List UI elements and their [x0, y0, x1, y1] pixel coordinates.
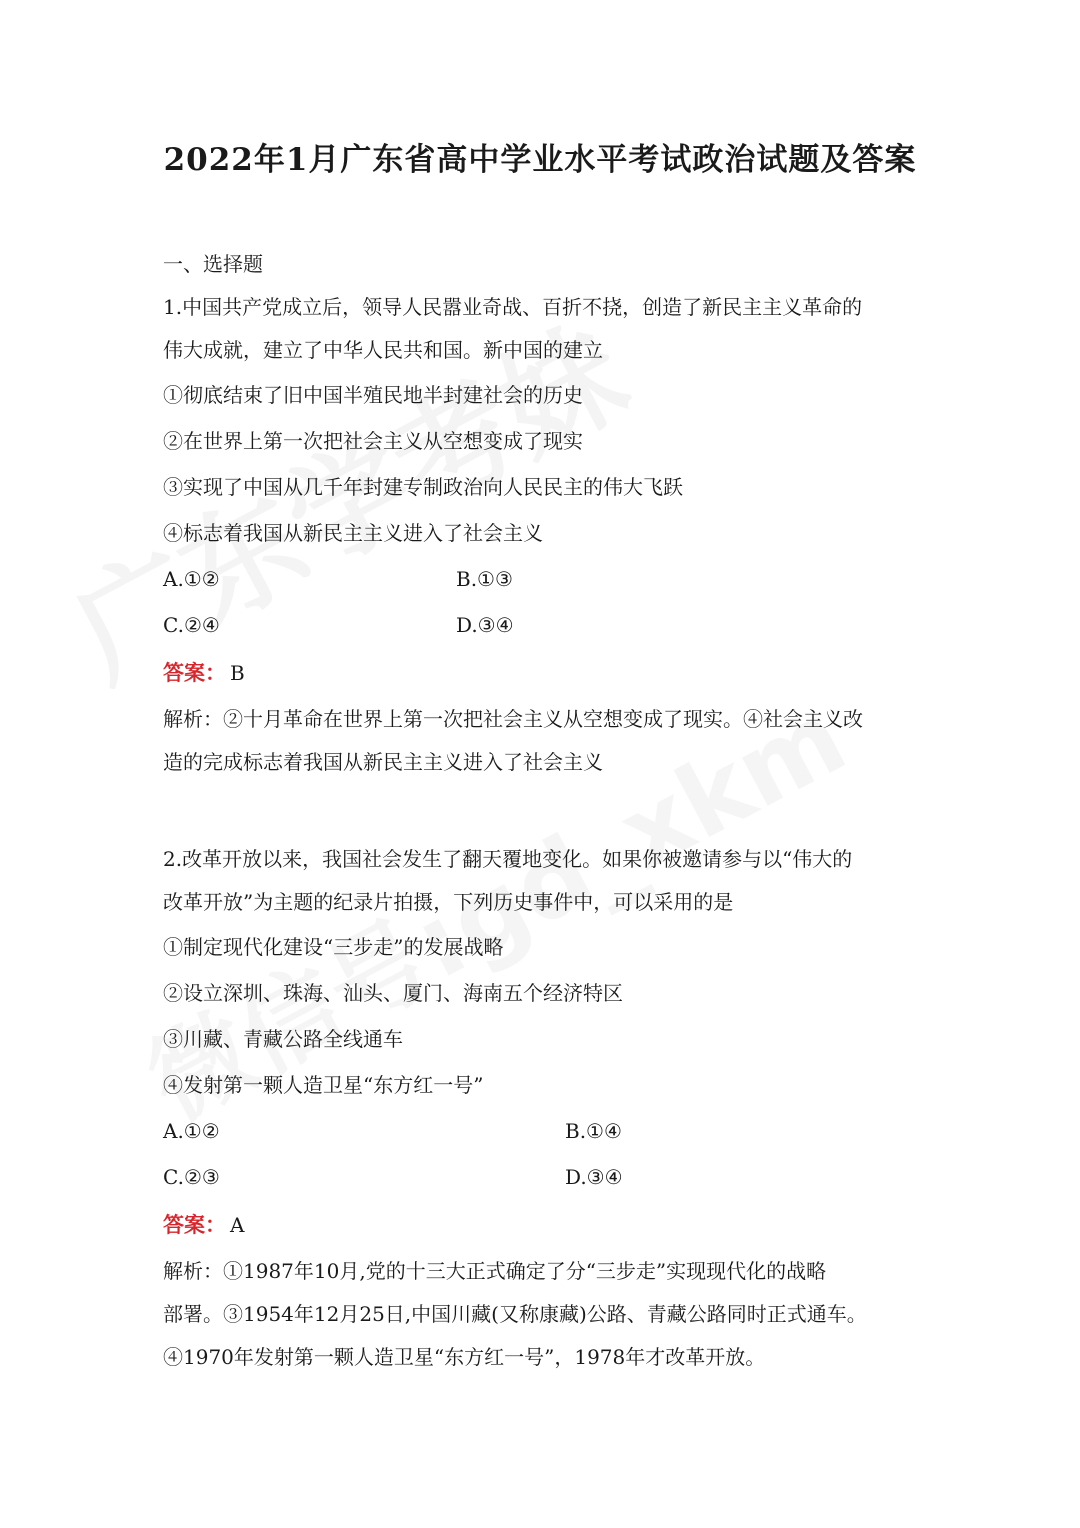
question-1-analysis-line-1: 解析：②十月革命在世界上第一次把社会主义从空想变成了现实。④社会主义改: [163, 707, 863, 731]
question-1-analysis-line-2: 造的完成标志着我国从新民主主义进入了社会主义: [163, 750, 603, 774]
question-2: [163, 838, 923, 1379]
question-2-item-2: ②设立深圳、珠海、汕头、厦门、海南五个经济特区: [163, 981, 623, 1005]
question-2-item-4: ④发射第一颗人造卫星“东方红一号”: [163, 1073, 484, 1097]
question-1-options-row-2: [163, 602, 923, 648]
question-2-answer: [163, 1200, 923, 1250]
answer-label: 答案: [163, 1212, 205, 1237]
question-2-item-3: ③川藏、青藏公路全线通车: [163, 1027, 403, 1051]
question-1-item-3: ③实现了中国从几千年封建专制政治向人民民主的伟大飞跃: [163, 475, 683, 499]
question-1-answer: [163, 648, 923, 698]
question-2-option-a: A.①②: [163, 1119, 220, 1143]
question-2-analysis-line-1: 解析：①1987年10月,党的十三大正式确定了分“三步走”实现现代化的战略: [163, 1259, 827, 1283]
question-1-item-2: ②在世界上第一次把社会主义从空想变成了现实: [163, 429, 583, 453]
question-2-option-b: B.①④: [565, 1119, 622, 1143]
question-2-options-row-2: [163, 1154, 923, 1200]
question-1-option-c: C.②④: [163, 613, 220, 637]
answer-label: 答案: [163, 660, 205, 685]
question-2-option-c: C.②③: [163, 1165, 220, 1189]
answer-separator: ：: [205, 1212, 226, 1237]
answer-value: B: [230, 661, 245, 685]
question-1-option-b: B.①③: [456, 567, 513, 591]
question-2-options-row-1: [163, 1108, 923, 1154]
answer-separator: ：: [205, 660, 226, 685]
question-1: [163, 286, 923, 784]
question-2-analysis-line-3: ④1970年发射第一颗人造卫星“东方红一号”，1978年才改革开放。: [163, 1345, 766, 1369]
document-title: 2022年1月广东省高中学业水平考试政治试题及答案: [163, 142, 917, 178]
question-2-stem-line-2: 改革开放”为主题的纪录片拍摄，下列历史事件中，可以采用的是: [163, 890, 734, 914]
answer-value: A: [230, 1213, 245, 1237]
question-2-stem-line-1: 2.改革开放以来，我国社会发生了翻天覆地变化。如果你被邀请参与以“伟大的: [163, 847, 853, 871]
question-1-option-d: D.③④: [456, 613, 514, 637]
section-heading: 一、选择题: [163, 252, 263, 276]
question-1-item-4: ④标志着我国从新民主主义进入了社会主义: [163, 521, 543, 545]
question-2-option-d: D.③④: [565, 1165, 623, 1189]
question-1-item-1: ①彻底结束了旧中国半殖民地半封建社会的历史: [163, 383, 583, 407]
question-1-stem-line-2: 伟大成就，建立了中华人民共和国。新中国的建立: [163, 338, 603, 362]
question-1-option-a: A.①②: [163, 567, 220, 591]
question-2-analysis-line-2: 部署。③1954年12月25日,中国川藏(又称康藏)公路、青藏公路同时正式通车。: [163, 1302, 867, 1326]
question-1-options-row-1: [163, 556, 923, 602]
question-2-item-1: ①制定现代化建设“三步走”的发展战略: [163, 935, 504, 959]
question-1-stem-line-1: 1.中国共产党成立后，领导人民嚣业奇战、百折不挠，创造了新民主主义革命的: [163, 295, 863, 319]
